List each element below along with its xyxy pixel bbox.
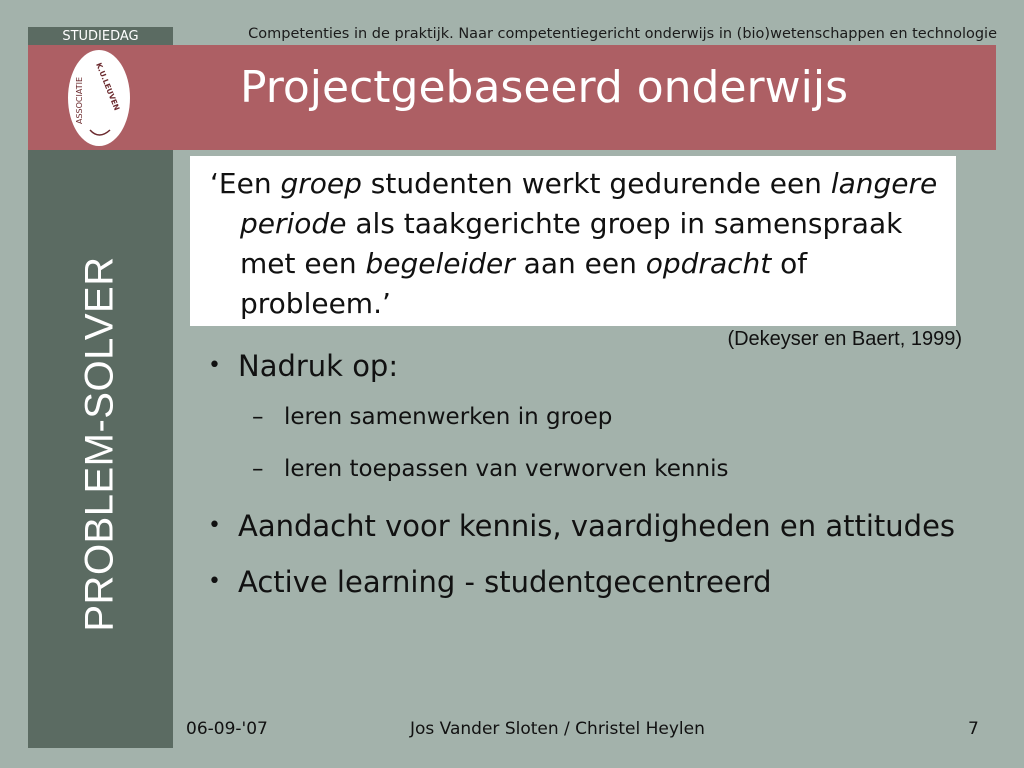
definition-quote-box [190,156,956,326]
sub-bullet-text: leren samenwerken in groep [284,404,613,430]
sub-bullet-item [200,454,980,484]
bullet-item [200,562,980,602]
bullet-list [200,346,980,618]
sub-bullet-dash: – [252,404,264,430]
quote-part-4: aan een [514,247,646,280]
kuleuven-association-logo [68,50,130,146]
quote-emphasis-begeleider: begeleider [365,247,515,280]
footer-date: 06-09-'07 [186,719,268,739]
footer-page-number: 7 [968,719,979,739]
bullet-text: Aandacht voor kennis, vaardigheden en attitudes [238,509,956,543]
svg-text:K.U.LEUVEN: K.U.LEUVEN [94,61,122,112]
bullet-item [200,346,980,386]
quote-part-3: als taakgerichte groep in samenspraak met een [240,207,903,280]
footer-authors: Jos Vander Sloten / Christel Heylen [410,719,705,739]
quote-citation: (Dekeyser en Baert, 1999) [727,328,962,350]
sub-bullet-item [200,402,980,432]
quote-part-2: studenten werkt gedurende een [361,167,831,200]
quote-emphasis-langere-periode: langere periode [240,167,938,240]
bullet-dot: • [208,569,221,594]
studiedag-badge: STUDIEDAG [28,27,173,45]
bullet-dot: • [208,513,221,538]
sub-bullet-text: leren toepassen van verworven kennis [284,456,729,482]
sub-bullet-dash: – [252,456,264,482]
bullet-text: Active learning - studentgecentreerd [238,565,772,599]
quote-emphasis-groep: groep [280,167,362,200]
svg-text:ASSOCIATIE: ASSOCIATIE [75,76,84,124]
bullet-dot: • [208,353,221,378]
quote-part-1: ‘Een [210,167,281,200]
quote-emphasis-opdracht: opdracht [645,247,772,280]
quote-part-5: of probleem.’ [240,247,808,320]
side-label: PROBLEM-SOLVER [77,256,122,632]
bullet-item [200,506,980,546]
slide-title: Projectgebaseerd onderwijs [240,62,848,113]
bullet-text: Nadruk op: [238,349,399,383]
definition-quote [200,164,946,324]
header-subtitle: Competenties in de praktijk. Naar competentiegericht onderwijs in (bio)wetenschappen en technologie [248,26,997,42]
